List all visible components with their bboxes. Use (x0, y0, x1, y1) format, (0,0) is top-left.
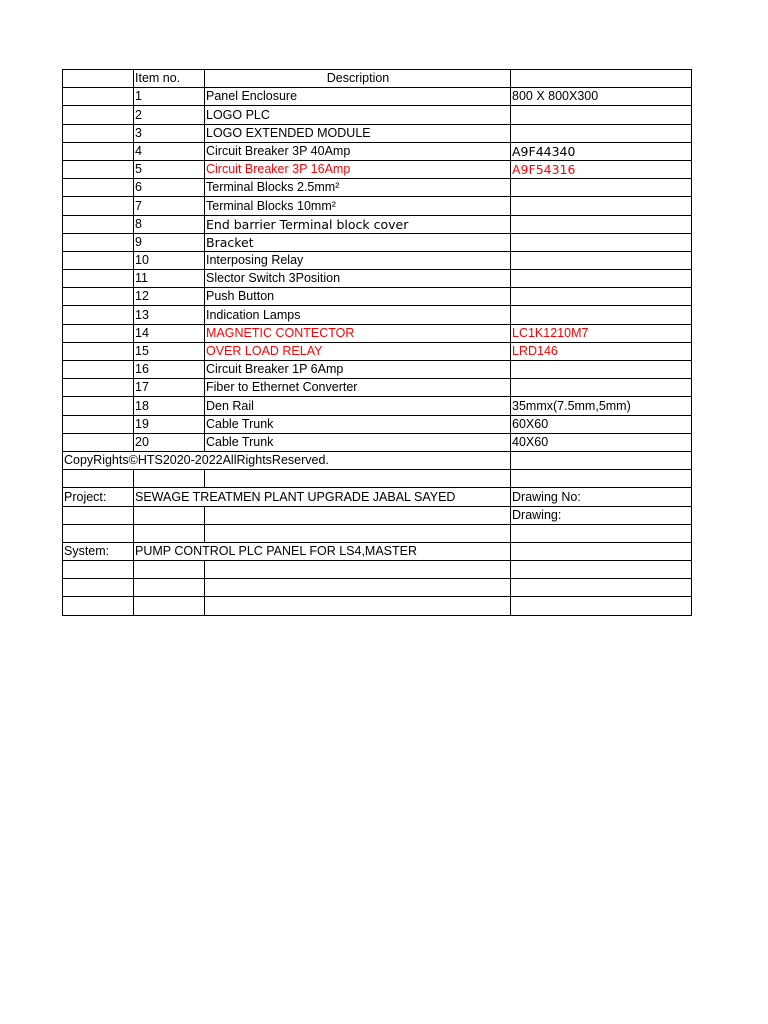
project-label[interactable]: Project: (63, 488, 134, 506)
cell-c[interactable] (205, 579, 511, 597)
description-cell[interactable]: End barrier Terminal block cover (205, 215, 511, 233)
cell-a[interactable] (63, 142, 134, 160)
description-cell[interactable]: LOGO PLC (205, 106, 511, 124)
item-no-cell[interactable]: 12 (134, 288, 205, 306)
item-no-cell[interactable]: 10 (134, 251, 205, 269)
item-no-cell[interactable]: 13 (134, 306, 205, 324)
description-cell[interactable]: Fiber to Ethernet Converter (205, 379, 511, 397)
item-no-cell[interactable]: 19 (134, 415, 205, 433)
cell-d[interactable] (511, 451, 692, 469)
cell-b[interactable] (134, 524, 205, 542)
cell-a[interactable] (63, 233, 134, 251)
spec-cell[interactable]: 40X60 (511, 433, 692, 451)
cell-d[interactable] (511, 524, 692, 542)
item-no-cell[interactable]: 15 (134, 342, 205, 360)
description-cell[interactable]: Bracket (205, 233, 511, 251)
description-cell[interactable]: Indication Lamps (205, 306, 511, 324)
system-value[interactable]: PUMP CONTROL PLC PANEL FOR LS4,MASTER (134, 542, 511, 560)
cell-a[interactable] (63, 397, 134, 415)
cell-a[interactable] (63, 324, 134, 342)
cell-c[interactable] (205, 470, 511, 488)
table-row (63, 197, 692, 215)
project-value[interactable]: SEWAGE TREATMEN PLANT UPGRADE JABAL SAYED (134, 488, 511, 506)
item-no-cell[interactable]: 16 (134, 361, 205, 379)
table-row-highlighted (63, 342, 692, 360)
item-no-cell[interactable]: 17 (134, 379, 205, 397)
description-cell[interactable]: Terminal Blocks 2.5mm² (205, 179, 511, 197)
blank-row (63, 579, 692, 597)
spec-cell[interactable] (511, 179, 692, 197)
header-row (63, 70, 692, 88)
cell-c[interactable] (205, 561, 511, 579)
spec-cell[interactable] (511, 106, 692, 124)
table-row (63, 88, 692, 106)
spec-cell[interactable] (511, 215, 692, 233)
table-row (63, 379, 692, 397)
description-cell[interactable]: Circuit Breaker 1P 6Amp (205, 361, 511, 379)
table-row (63, 361, 692, 379)
cell-a[interactable] (63, 306, 134, 324)
spec-cell[interactable]: 60X60 (511, 415, 692, 433)
item-no-cell[interactable]: 7 (134, 197, 205, 215)
cell-d[interactable] (511, 542, 692, 560)
blank-row (63, 561, 692, 579)
item-no-cell[interactable]: 18 (134, 397, 205, 415)
spec-cell[interactable]: 800 X 800X300 (511, 88, 692, 106)
cell-a[interactable] (63, 597, 134, 615)
cell-b[interactable] (134, 506, 205, 524)
cell-a[interactable] (63, 506, 134, 524)
cell-a[interactable] (63, 124, 134, 142)
table-row (63, 288, 692, 306)
description-cell[interactable]: Circuit Breaker 3P 16Amp (205, 160, 511, 178)
cell-c[interactable] (205, 506, 511, 524)
drawing-no-label[interactable]: Drawing No: (511, 488, 692, 506)
copyright-cell[interactable] (63, 451, 511, 469)
spec-cell[interactable] (511, 270, 692, 288)
cell-d[interactable] (511, 470, 692, 488)
table-row (63, 142, 692, 160)
cell-a[interactable] (63, 160, 134, 178)
table-row (63, 415, 692, 433)
item-no-cell[interactable]: 14 (134, 324, 205, 342)
spec-cell[interactable]: A9F54316 (511, 160, 692, 178)
table-row (63, 106, 692, 124)
spec-cell[interactable] (511, 233, 692, 251)
bill-of-materials-table (62, 69, 692, 616)
blank-row (63, 597, 692, 615)
spec-cell[interactable] (511, 288, 692, 306)
cell-a[interactable] (63, 433, 134, 451)
item-no-cell[interactable]: 9 (134, 233, 205, 251)
table-row (63, 215, 692, 233)
cell-a[interactable] (63, 270, 134, 288)
description-cell[interactable]: Push Button (205, 288, 511, 306)
cell-a[interactable] (63, 106, 134, 124)
description-cell[interactable]: MAGNETIC CONTECTOR (205, 324, 511, 342)
table-row (63, 251, 692, 269)
cell-a[interactable] (63, 288, 134, 306)
description-cell[interactable]: Cable Trunk (205, 433, 511, 451)
cell-a[interactable] (63, 524, 134, 542)
cell-b[interactable] (134, 561, 205, 579)
item-no-cell[interactable]: 6 (134, 179, 205, 197)
cell-a[interactable] (63, 561, 134, 579)
table-row (63, 124, 692, 142)
description-cell[interactable]: Den Rail (205, 397, 511, 415)
cell-a[interactable] (63, 361, 134, 379)
spec-cell[interactable] (511, 379, 692, 397)
table-row (63, 179, 692, 197)
table-row-highlighted (63, 324, 692, 342)
description-cell[interactable]: Terminal Blocks 10mm² (205, 197, 511, 215)
table-row-highlighted (63, 160, 692, 178)
table-row (63, 397, 692, 415)
description-cell[interactable]: Slector Switch 3Position (205, 270, 511, 288)
cell-a[interactable] (63, 415, 134, 433)
spec-cell[interactable] (511, 306, 692, 324)
cell-a[interactable] (63, 215, 134, 233)
cell-d[interactable] (511, 561, 692, 579)
blank-row (63, 470, 692, 488)
description-cell[interactable]: Cable Trunk (205, 415, 511, 433)
system-label[interactable]: System: (63, 542, 134, 560)
cell-a[interactable] (63, 179, 134, 197)
spec-cell[interactable]: 35mmx(7.5mm,5mm) (511, 397, 692, 415)
spec-cell[interactable] (511, 251, 692, 269)
item-no-cell[interactable]: 8 (134, 215, 205, 233)
project-row (63, 488, 692, 506)
cell-a[interactable] (63, 88, 134, 106)
description-cell[interactable]: Interposing Relay (205, 251, 511, 269)
item-no-cell[interactable]: 1 (134, 88, 205, 106)
cell-a[interactable] (63, 251, 134, 269)
cell-a[interactable] (63, 342, 134, 360)
description-cell[interactable]: Panel Enclosure (205, 88, 511, 106)
drawing-label[interactable]: Drawing: (511, 506, 692, 524)
cell-a[interactable] (63, 197, 134, 215)
item-no-cell[interactable]: 3 (134, 124, 205, 142)
item-no-cell[interactable]: 20 (134, 433, 205, 451)
blank-row (63, 524, 692, 542)
item-no-header[interactable]: Item no. (134, 70, 205, 88)
cell-b[interactable] (134, 597, 205, 615)
description-cell[interactable]: Circuit Breaker 3P 40Amp (205, 142, 511, 160)
description-header[interactable]: Description (205, 70, 511, 88)
item-no-cell[interactable]: 11 (134, 270, 205, 288)
header-cell-d[interactable] (511, 70, 692, 88)
cell-b[interactable] (134, 470, 205, 488)
drawing-row (63, 506, 692, 524)
spec-cell[interactable] (511, 197, 692, 215)
cell-c[interactable] (205, 524, 511, 542)
item-no-cell[interactable]: 4 (134, 142, 205, 160)
cell-a[interactable] (63, 579, 134, 597)
description-cell[interactable]: OVER LOAD RELAY (205, 342, 511, 360)
cell-c[interactable] (205, 597, 511, 615)
spec-cell[interactable]: LRD146 (511, 342, 692, 360)
spec-cell[interactable]: LC1K1210M7 (511, 324, 692, 342)
cell-d[interactable] (511, 597, 692, 615)
copyright-row (63, 451, 692, 469)
table-row (63, 306, 692, 324)
description-cell[interactable]: LOGO EXTENDED MODULE (205, 124, 511, 142)
cell-a[interactable] (63, 470, 134, 488)
cell-d[interactable] (511, 579, 692, 597)
cell-b[interactable] (134, 579, 205, 597)
spec-cell[interactable] (511, 361, 692, 379)
table-row (63, 233, 692, 251)
table-row (63, 270, 692, 288)
copyright-text: CopyRights©HTS2020-2022AllRightsReserved. (64, 453, 329, 468)
item-no-cell[interactable]: 5 (134, 160, 205, 178)
spec-cell[interactable]: A9F44340 (511, 142, 692, 160)
spec-cell[interactable] (511, 124, 692, 142)
header-cell-a[interactable] (63, 70, 134, 88)
system-row (63, 542, 692, 560)
table-row (63, 433, 692, 451)
item-no-cell[interactable]: 2 (134, 106, 205, 124)
cell-a[interactable] (63, 379, 134, 397)
